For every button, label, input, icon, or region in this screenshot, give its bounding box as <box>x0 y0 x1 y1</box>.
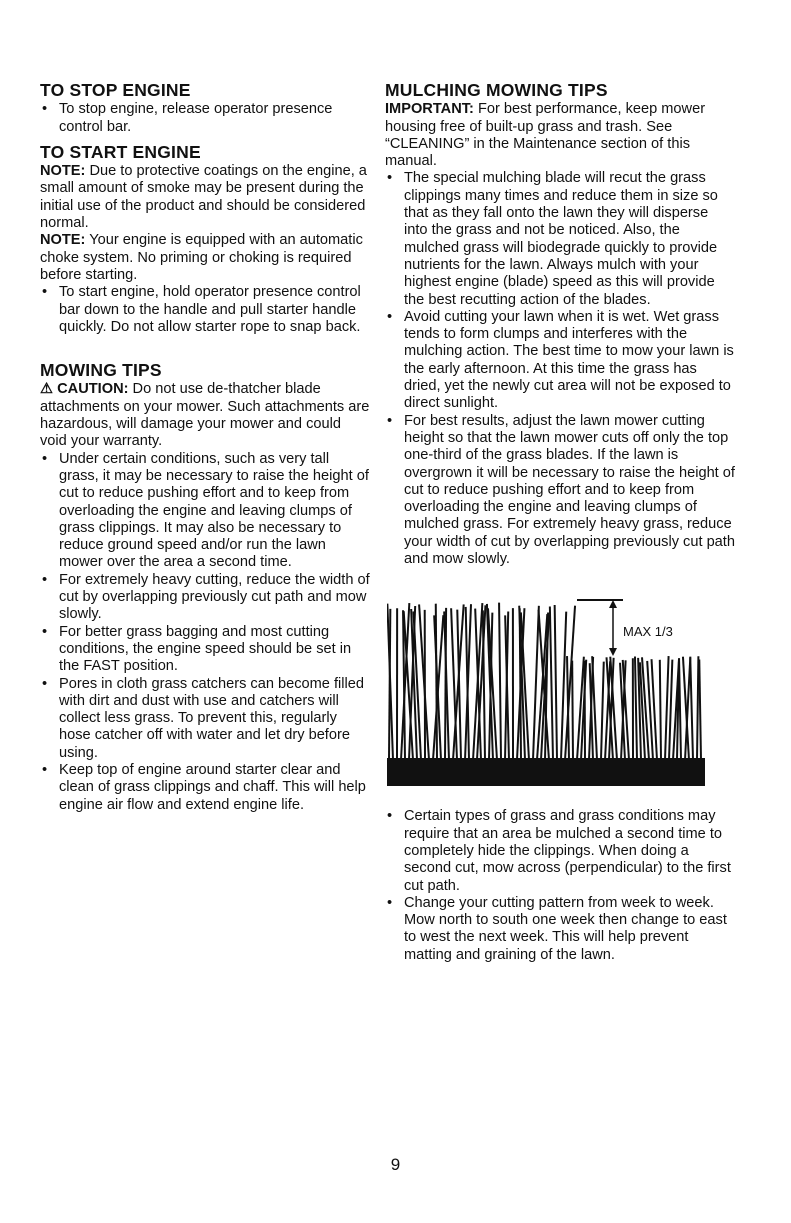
note-text: Due to protective coatings on the engine, a small amount of smoke may be present during the initial use of the product and should be considered normal. <box>40 163 367 232</box>
max-cut-label: MAX 1/3 <box>623 624 673 640</box>
grass-blade <box>665 656 669 760</box>
grass-blade <box>669 660 672 760</box>
arrow-up-icon <box>609 600 617 608</box>
mulching-tips-heading: MULCHING MOWING TIPS <box>385 80 608 100</box>
list-item: • For best results, adjust the lawn mower cutting height so that the lawn mower cuts off only the top one-third of the grass blades. If the lawn is overgrown it will be necessary to raise the height of cut to reduce pushing effort and to keep from overloading the engine and leaving clumps of mulched grass. For extremely heavy grass, reduce your width of cut by overlapping previously cut path and mow slowly. <box>385 413 735 569</box>
mulching-tips-list <box>385 170 735 568</box>
caution-label: ⚠ CAUTION: <box>40 381 129 398</box>
start-engine-heading: TO START ENGINE <box>40 141 201 162</box>
list-item: • Certain types of grass and grass conditions may require that an area be mulched a second time to completely hide the clippings. When doing a second cut, mow across (perpendicular) to the first cut path. <box>385 808 735 894</box>
grass-blade <box>679 658 681 760</box>
mowing-tips-list <box>40 451 370 814</box>
list-item: • Under certain conditions, such as very tall grass, it may be necessary to raise the height of cut to reduce pushing effort and to keep from overloading the engine and leaving clumps of grass clippings. It may also be necessary to reduce ground speed and/or run the lawn mower over the area a second time. <box>40 451 370 572</box>
uncut-grass-blades <box>387 603 575 760</box>
grass-blade <box>499 603 501 760</box>
caution-paragraph <box>40 381 370 450</box>
list-item: • Pores in cloth grass catchers can become filled with dirt and dust with use and catchers will collect less grass. To prevent this, regularly hose catcher off with water and let dry before using. <box>40 676 370 762</box>
grass-blade <box>555 605 557 760</box>
grass-blade <box>660 660 661 760</box>
right-column <box>385 82 735 964</box>
list-item: • Change your cutting pattern from week to week. Mow north to south one week then change to east to west the next week. This will help prevent matting and graining of the lawn. <box>385 895 735 964</box>
left-column <box>40 82 370 814</box>
mowing-tips-heading: MOWING TIPS <box>40 360 162 381</box>
grass-blade <box>601 662 604 760</box>
grass-blade <box>690 658 693 761</box>
grass-blade <box>635 657 637 760</box>
start-engine-list <box>40 284 370 336</box>
list-item: • For extremely heavy cutting, reduce the width of cut by overlapping previously cut path and mow slowly. <box>40 572 370 624</box>
important-label: IMPORTANT: <box>385 101 474 118</box>
grass-blade <box>697 657 698 761</box>
grass-blade <box>550 607 553 760</box>
grass-blade <box>567 656 569 760</box>
grass-blade <box>561 612 566 760</box>
note-label: NOTE: <box>40 232 86 249</box>
grass-blade <box>699 660 701 760</box>
grass-base <box>387 758 705 786</box>
note-text: Your engine is equipped with an automatic choke system. No priming or choking is required before starting. <box>40 232 363 283</box>
stop-engine-list <box>40 101 370 136</box>
cut-grass-blades <box>567 656 701 760</box>
list-item: • Avoid cutting your lawn when it is wet. Wet grass tends to form clumps and interferes with the mulching action. The best time to mow your lawn is the early afternoon. At this time the grass has dried, yet the newly cut area will not be exposed to direct sunlight. <box>385 309 735 413</box>
stop-engine-heading: TO STOP ENGINE <box>40 80 191 100</box>
start-note-2 <box>40 232 370 284</box>
list-item: • The special mulching blade will recut the grass clippings many times and reduce them in size so that as they fall onto the lawn they will disperse into the grass and not be noticed. Also, the mulched grass will biodegrade quickly to provide nutrients for the lawn. Always mulch with your highest engine (blade) speed as this will provide the best recutting action of the blades. <box>385 170 735 308</box>
list-item: • To start engine, hold operator presence control bar down to the handle and pull starter handle quickly. Do not allow starter rope to snap back. <box>40 284 370 336</box>
start-note-1 <box>40 163 370 232</box>
important-paragraph <box>385 101 735 170</box>
note-label: NOTE: <box>40 163 86 180</box>
list-item: • To stop engine, release operator presence control bar. <box>40 101 370 136</box>
mulching-tips-list-continued <box>385 808 735 964</box>
important-text: For best performance, keep mower housing free of built-up grass and trash. See “CLEANING” in the Maintenance section of this manual. <box>385 101 706 170</box>
caution-text: Do not use de-thatcher blade attachments on your mower. Such attachments are hazardous, will damage your mower and could void your warranty. <box>40 381 370 450</box>
list-item: • Keep top of engine around starter clear and clean of grass clippings and chaff. This will help engine air flow and extend engine life. <box>40 762 370 814</box>
page-number: 9 <box>390 1155 401 1174</box>
grass-blade <box>572 661 573 760</box>
list-item: • For better grass bagging and most cutting conditions, the engine speed should be set in the FAST position. <box>40 624 370 676</box>
arrow-down-icon <box>609 648 617 656</box>
grass-cut-height-illustration <box>387 598 705 788</box>
